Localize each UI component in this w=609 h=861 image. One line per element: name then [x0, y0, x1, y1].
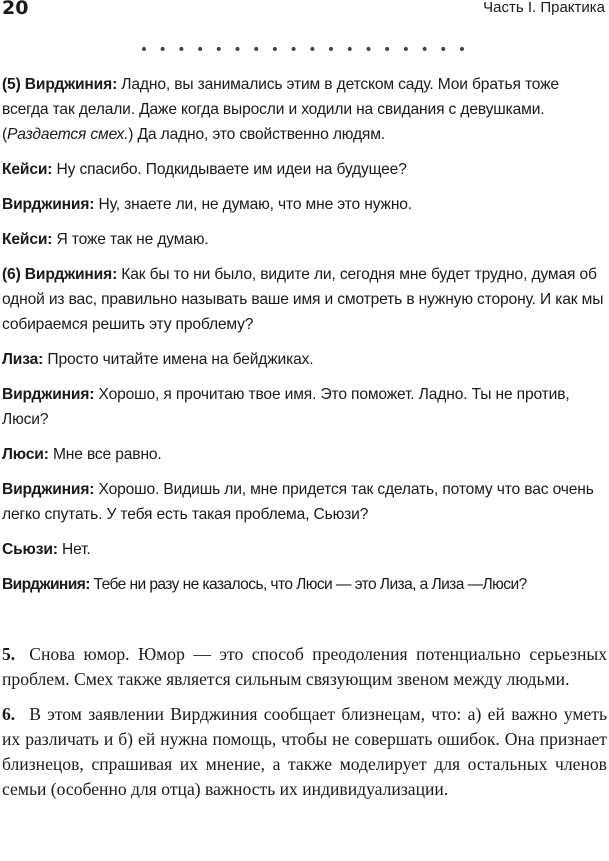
- speaker-label: Вирджиния:: [2, 386, 95, 403]
- running-head: Часть I. Практика: [483, 0, 605, 16]
- dialogue-text: Тебе ни разу не казалось, что Люси — это Лиза, а Лиза —Люси?: [89, 576, 527, 593]
- page-number: 20: [2, 0, 29, 19]
- speaker-label: Лиза:: [2, 351, 44, 368]
- dialogue-text: Хорошо, я прочитаю твое имя. Это поможет. Ладно. Ты не против, Люси?: [2, 386, 570, 428]
- dialogue-text: Просто читайте имена на бейджиках.: [43, 351, 314, 368]
- speaker-label: Кейси:: [2, 161, 53, 178]
- dialogue-text: Я тоже так не думаю.: [52, 231, 209, 248]
- dialogue-line: [2, 227, 607, 252]
- dialogue-text: ) Да ладно, это свойственно людям.: [128, 126, 385, 143]
- dialogue-block: [2, 72, 607, 607]
- dialogue-text: Нет.: [57, 541, 91, 558]
- dialogue-line: [2, 442, 607, 467]
- dialogue-line: [2, 537, 607, 562]
- dialogue-text: Мне все равно.: [48, 446, 162, 463]
- stage-direction: Раздается смех.: [7, 126, 129, 143]
- dialogue-text: Как бы то ни было, видите ли, сегодня мне будет трудно, думая об одной из вас, правильно называть ваше имя и смотреть в нужную сторону. И как мы собираемся решить эту проблему?: [2, 266, 604, 333]
- dialogue-line: [2, 477, 607, 527]
- dialogue-text: Ну, знаете ли, не думаю, что мне это нужно.: [94, 196, 412, 213]
- speaker-label: (6) Вирджиния:: [2, 266, 118, 283]
- speaker-label: Кейси:: [2, 231, 53, 248]
- note-number: 6.: [2, 704, 16, 724]
- note-number: 5.: [2, 644, 16, 664]
- dialogue-text: Ладно, вы занимались этим в детском саду. Мои братья тоже всегда так делали. Даже когда выросли и ходили на свидания с девушками. (: [2, 76, 559, 143]
- dialogue-line: [2, 262, 607, 337]
- page-header: [0, 0, 609, 26]
- dialogue-line: [2, 572, 607, 597]
- speaker-label: Вирджиния:: [2, 481, 95, 498]
- section-separator: • • • • • • • • • • • • • • • • • •: [139, 42, 470, 58]
- dialogue-text: Хорошо. Видишь ли, мне придется так сделать, потому что вас очень легко спутать. У тебя есть такая проблема, Сьюзи?: [2, 481, 594, 523]
- note-paragraph: [2, 702, 607, 802]
- commentary-notes: [2, 642, 607, 812]
- dialogue-line: [2, 72, 607, 147]
- speaker-label: Сьюзи:: [2, 541, 58, 558]
- speaker-label: (5) Вирджиния:: [2, 76, 118, 93]
- dialogue-text: Ну спасибо. Подкидываете им идеи на будущее?: [52, 161, 407, 178]
- speaker-label: Люси:: [2, 446, 49, 463]
- speaker-label: Вирджиния:: [2, 196, 95, 213]
- dialogue-line: [2, 157, 607, 182]
- speaker-label: Вирджиния:: [2, 576, 90, 593]
- note-paragraph: [2, 642, 607, 692]
- note-text: В этом заявлении Вирджиния сообщает близнецам, что: а) ей важно уметь их различать и б) ей нужна помощь, чтобы не совершать ошибок. Она признает близнецов, спрашивая их мнение, а также моделирует для остальных членов семьи (особенно для отца) важность их индивидуализации.: [2, 704, 607, 799]
- note-text: Снова юмор. Юмор — это способ преодоления потенциально серьезных проблем. Смех также является сильным связующим звеном между людьми.: [2, 644, 607, 689]
- dialogue-line: [2, 382, 607, 432]
- dialogue-line: [2, 347, 607, 372]
- dialogue-line: [2, 192, 607, 217]
